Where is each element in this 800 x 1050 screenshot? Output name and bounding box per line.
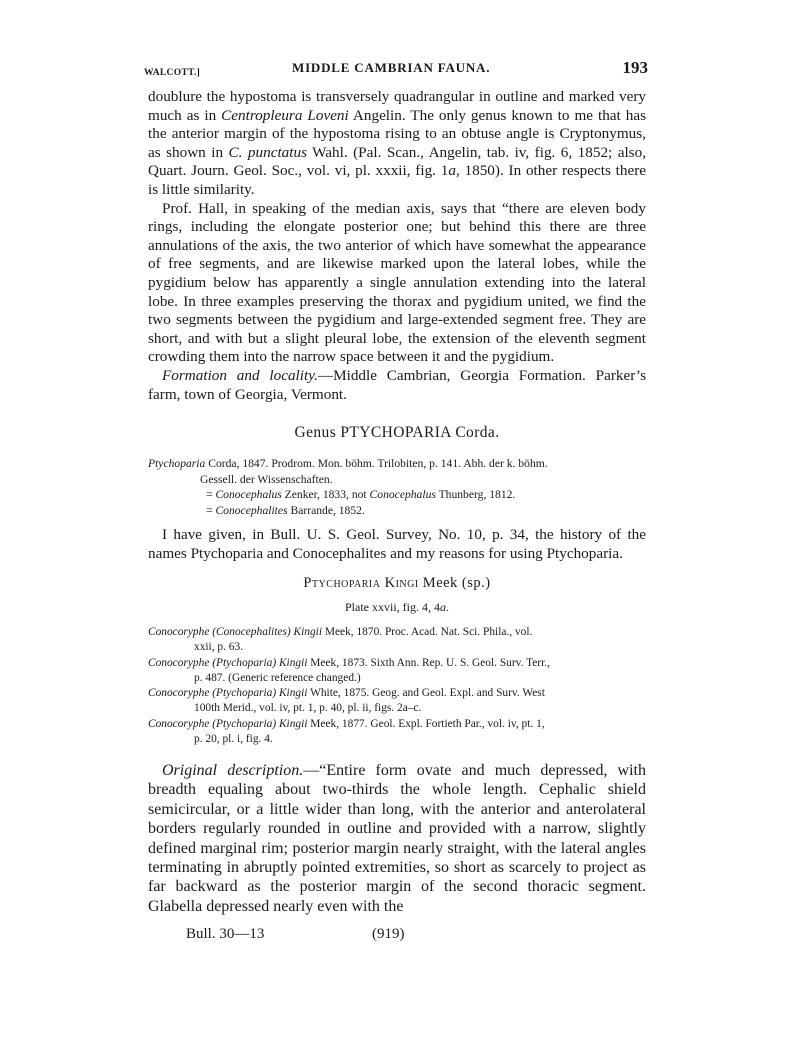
synonymy-line — [148, 487, 646, 503]
taxon-name: Conocoryphe (Ptychoparia) Kingii — [148, 687, 308, 700]
synonymy-line — [148, 456, 646, 472]
citation: Meek, 1873. Sixth Ann. Rep. U. S. Geol. Surv. Terr., — [307, 656, 550, 669]
original-description-text: —“Entire form ovate and much depressed, with breadth equaling about two-thirds the whole length. Cephalic shield semicircular, or a little wider than long, with the anterior and anterolateral borders regularly rounded in outline and provided with a narrow, slightly defined marginal rim; posterior margin nearly straight, with the lateral angles terminating in abruptly pointed extremities, so short as scarcely to project as far backward as the posterior margin of the second thoracic segment. Glabella depressed nearly even with the — [148, 761, 646, 915]
citation: Meek, 1870. Proc. Acad. Nat. Sci. Phila., vol. — [322, 626, 533, 639]
taxon-name: Conocephalites — [215, 503, 288, 517]
text-run: , 1850). In other respects there is little similarity. — [148, 162, 646, 198]
citation: White, 1875. Geog. and Geol. Expl. and Surv. West — [307, 687, 545, 700]
text-run: Angelin. The only genus known to me that has the anterior margin of the hypostoma rising to an obtuse angle is Cryptonymus, as shown in — [148, 106, 646, 161]
genus-name: PTYCHOPARIA — [340, 424, 452, 442]
running-header — [144, 58, 648, 88]
formation-text: —Middle Cambrian, Georgia Formation. Parker’s farm, town of Georgia, Vermont. — [148, 366, 646, 403]
taxon-name: Conocoryphe (Conocephalites) Kingii — [148, 626, 322, 639]
citation: Barrande, 1852. — [287, 503, 365, 517]
equals-sign: = — [206, 488, 216, 502]
paragraph-median-axis: Prof. Hall, in speaking of the median axis, says that “there are eleven body rings, including the elongate posterior one; but behind this there are three annulations of the axis, the two anterior of which have somewhat the appearance of free segments, and are likewise marked upon the lateral lobes, while the pygidium below has apparently a single annulation extending into the lateral lobe. In three examples preserving the thorax and pygidium united, we find the two segments between the pygidium and large-extended segment free. They are short, and with but a slight pleural lobe, the extension of the eleventh segment crowding them into the narrow space between it and the pygidium. — [148, 199, 646, 366]
text-run: marked very much as in — [148, 88, 646, 124]
citation: Meek, 1877. Geol. Expl. Fortieth Par., vol. iv, pt. 1, — [307, 717, 545, 730]
plate-letter: a — [440, 600, 446, 615]
equals-sign: = — [206, 503, 216, 517]
reference-line — [148, 717, 646, 732]
species-name: C. punctatus — [228, 143, 307, 161]
paragraph-original-description — [148, 761, 646, 916]
original-description-label: Original description. — [162, 761, 304, 779]
genus-heading — [148, 424, 646, 442]
plate-text: Plate xxvii, fig. 4, 4 — [345, 600, 440, 615]
reference-line — [148, 656, 646, 671]
page — [144, 58, 648, 948]
bulletin-signature: Bull. 30—13 — [186, 926, 265, 943]
species-heading — [148, 575, 646, 592]
species-author: Meek (sp.) — [418, 575, 491, 592]
citation: Thunberg, 1812. — [435, 488, 516, 502]
taxon-name: Conocoryphe (Ptychoparia) Kingii — [148, 717, 308, 730]
text-run: Wahl. (Pal. Scan., Angelin, tab. iv, fig. 6, 1852; also, Quart. Journ. Geol. Soc., vol. vi, pl. xxxii, fig. 1 — [148, 143, 646, 180]
page-number: 193 — [622, 58, 648, 77]
reference-line — [148, 625, 646, 640]
taxon-name: Conocephalus — [369, 488, 436, 502]
citation: Corda, 1847. Prodrom. Mon. böhm. Trilobiten, p. 141. Abh. der k. böhm. — [205, 457, 548, 471]
taxon-name: Conocephalus — [215, 488, 282, 502]
paragraph-hypostoma — [148, 88, 646, 200]
folio-number: (919) — [372, 926, 405, 943]
reference-list — [148, 625, 646, 747]
taxon-name: Conocoryphe (Ptychoparia) Kingii — [148, 656, 308, 669]
paragraph-history: I have given, in Bull. U. S. Geol. Survey, No. 10, p. 34, the history of the names Ptychoparia and Conocephalites and my reasons for using Ptychoparia. — [148, 526, 646, 562]
plate-reference — [148, 600, 646, 615]
header-title: MIDDLE CAMBRIAN FAUNA. — [292, 60, 491, 75]
reference-continuation: p. 20, pl. i, fig. 4. — [194, 732, 273, 745]
reference-continuation: xxii, p. 63. — [194, 641, 244, 654]
citation: Zenker, 1833, not — [281, 488, 370, 502]
formation-label: Formation and locality. — [162, 366, 318, 384]
synonymy-list — [148, 456, 646, 518]
page-footer — [148, 926, 646, 948]
header-author: WALCOTT.] — [144, 68, 201, 78]
species-name: Ptychoparia Kingi — [303, 575, 419, 592]
synonymy-line — [148, 503, 646, 519]
reference-continuation: 100th Merid., vol. iv, pt. 1, p. 40, pl. ii, figs. 2a–c. — [194, 702, 422, 715]
plate-text: . — [446, 600, 449, 615]
paragraph-formation — [148, 367, 646, 404]
taxon-name: Ptychoparia — [148, 457, 206, 471]
reference-line — [148, 686, 646, 701]
genus-prefix: Genus — [294, 424, 341, 442]
reference-continuation: p. 487. (Generic reference changed.) — [194, 671, 361, 684]
synonymy-line: Gessell. der Wissenschaften. — [200, 472, 333, 486]
text-run: doublure the hypostoma is transversely quadrangular in outline and — [148, 88, 565, 105]
genus-author: Corda. — [451, 424, 500, 442]
species-name: Centropleura Loveni — [221, 106, 349, 124]
figure-letter: a — [448, 162, 456, 180]
